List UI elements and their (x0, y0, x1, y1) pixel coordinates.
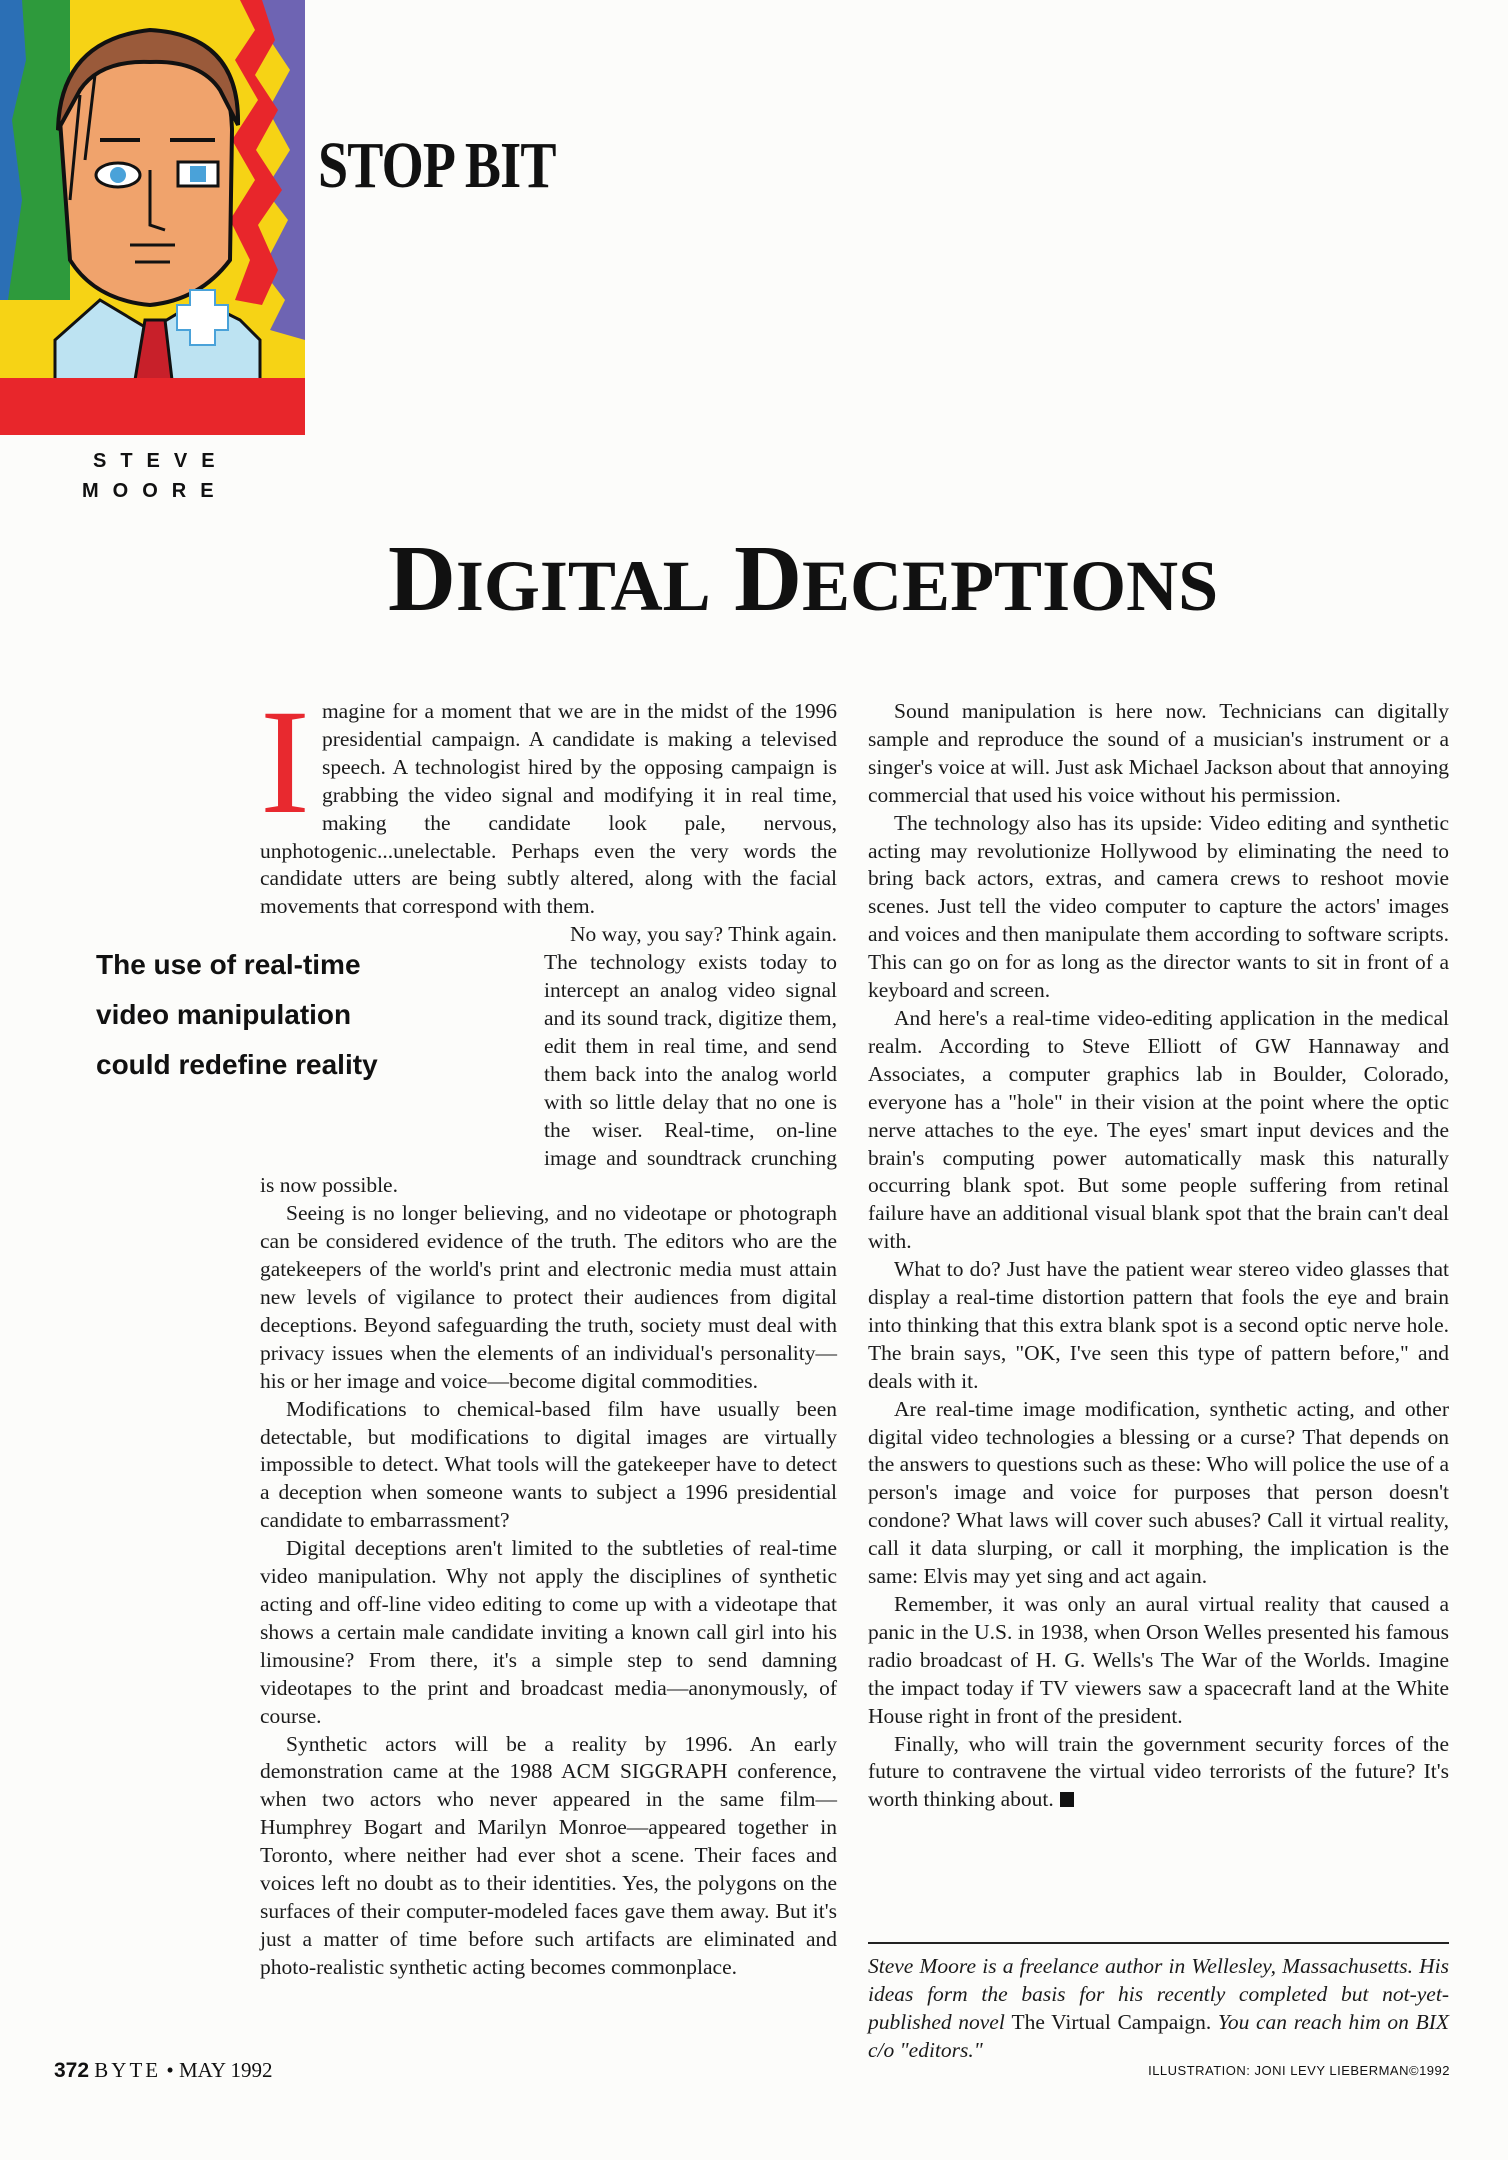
pull-quote-line: The use of real-time (96, 949, 361, 980)
column-name: STOP BIT (318, 129, 556, 202)
article-paragraph: Seeing is no longer believing, and no videotape or photograph can be considered evidence of the truth. The editors who are the gatekeepers of the world's print and electronic media must attain new levels of vigilance to protect their audiences from digital deceptions. Beyond safeguarding the truth, society must deal with privacy issues when the elements of an individual's personality—his or her image and voice—become digital commodities. (260, 1201, 837, 1393)
article-paragraph-text: No way, you say? Think again. The technology exists today to intercept an analog video signal and its sound track, digitize them, edit them in real time, and send them back into the analog world with so little delay that no one is the wiser. Real-time, on-line image and soundtrack crunching is now possible. (260, 922, 837, 1198)
article-paragraph-text: magine for a moment that we are in the midst of the 1996 presidential campaign. A candidate is making a televised speech. A technologist hired by the opposing campaign is grabbing the video signal and modifying it in real time, making the candidate look pale, nervous, unphotogenic...unelectable. Perhaps even the very words the candidate utters are being subtly altered, along with the facial movements that correspond with them. (260, 699, 837, 919)
article-paragraph: Remember, it was only an aural virtual reality that caused a panic in the U.S. in 1938, when Orson Welles presented his famous radio broadcast of H. G. Wells's The War of the Worlds. Imagine the impact today if TV viewers saw a spacecraft land at the White House right in front of the president. (868, 1592, 1449, 1728)
article-paragraph (868, 1731, 1449, 1815)
article-paragraph: The technology also has its upside: Video editing and synthetic acting may revolutionize Hollywood by eliminating the need to bring back actors, extras, and camera crews to reshoot movie scenes. Just tell the video computer to capture the actors' images and voices and then manipulate them according to software scripts. This can go on for as long as the director wants to sit in front of a keyboard and screen. (868, 810, 1449, 1003)
portrait-illustration-svg (0, 0, 305, 435)
author-byline (82, 446, 229, 506)
article-paragraph-text: Finally, who will train the government security forces of the future to contravene the virtual video terrorists of the future? It's worth thinking about. (868, 1731, 1449, 1812)
pull-quote-line: video manipulation (96, 999, 352, 1030)
bio-text: Steve Moore is a freelance author in Wellesley, Massachusetts. His ideas form the basis for his recently completed but not-yet-published novel (868, 1954, 1449, 2034)
issue-date: MAY 1992 (178, 2058, 273, 2082)
author-bio (868, 1952, 1449, 2064)
article-paragraph: Modifications to chemical-based film have usually been detectable, but modifications to digital images are virtually impossible to detect. What tools will the gatekeeper have to detect a deception when someone wants to subject a 1996 presidential candidate to embarrassment? (260, 1396, 837, 1533)
article-paragraph (260, 679, 837, 921)
magazine-name: BYTE (94, 2058, 162, 2082)
illustration-credit: ILLUSTRATION: JONI LEVY LIEBERMAN©1992 (1148, 2063, 1450, 2078)
bio-divider (868, 1942, 1449, 1944)
bio-contact: You can reach him on BIX c/o "editors." (868, 2010, 1449, 2062)
article-column-right (868, 698, 1449, 1814)
article-paragraph (260, 921, 837, 1200)
page-footer (54, 2058, 273, 2083)
article-paragraph: Sound manipulation is here now. Technicians can digitally sample and reproduce the sound of a musician's instrument or a singer's voice at will. Just ask Michael Jackson about that annoying commercial that used his voice without his permission. (868, 699, 1449, 807)
article-paragraph: Synthetic actors will be a reality by 1996. An early demonstration came at the 1988 ACM SIGGRAPH conference, when two actors who never appeared in the same film—Humphrey Bogart and Marilyn Monroe—appeared together in Toronto, where neither had ever shot a scene. Their faces and voices left no doubt as to their identities. Yes, the polygons on the surfaces of their computer-modeled faces gave them away. But it's just a matter of time before such artifacts are eliminated and photo-realistic synthetic acting becomes commonplace. (260, 1731, 837, 1979)
page-number: 372 (54, 2059, 90, 2082)
article-paragraph: Are real-time image modification, synthetic acting, and other digital video technologies a blessing or a curse? That depends on the answers to questions such as these: Who will police the use of a person's image and voice for purposes that person doesn't condone? What laws will cover such abuses? Call it virtual reality, call it data slurping, or call it morphing, the implication is the same: Elvis may yet sing and act again. (868, 1396, 1449, 1589)
article-paragraph: And here's a real-time video-editing application in the medical realm. According to Steve Elliott of GW Hannaway and Associates, a computer graphics lab in Boulder, Colorado, everyone has a "hole" in their vision at the point where the optic nerve attaches to the eye. The eyes' smart input devices and the brain's computing power automatically mask this naturally occurring blank spot. But some people suffering from retinal failure have an additional visual blank spot that the brain can't deal with. (868, 1005, 1449, 1254)
bio-book-title: The Virtual Campaign. (1011, 2010, 1212, 2034)
footer-separator: • (166, 2058, 174, 2082)
pull-quote-line: could redefine reality (96, 1049, 378, 1080)
author-last-name: MOORE (82, 480, 228, 502)
square-icon (1060, 1792, 1074, 1807)
portrait-illustration (0, 0, 305, 435)
headline (388, 527, 1348, 631)
headline-text: DIGITAL DECEPTIONS (388, 527, 1219, 631)
drop-cap: I (260, 679, 310, 845)
pull-quote-space (260, 921, 530, 1171)
article-column-left (260, 679, 837, 1982)
article-paragraph: Digital deceptions aren't limited to the subtleties of real-time video manipulation. Why not apply the disciplines of synthetic acting and off-line video editing to come up with a videotape that shows a certain male candidate inviting a known call girl into his limousine? From there, it's a simple step to send damning videotapes to the print and broadcast media—anonymously, of course. (260, 1536, 837, 1728)
author-first-name: STEVE (93, 450, 229, 472)
article-paragraph: What to do? Just have the patient wear stereo video glasses that display a real-time distortion pattern that fools the eye and brain into thinking that this extra blank spot is a second optic nerve hole. The brain says, "OK, I've seen this type of pattern before," and deals with it. (868, 1257, 1449, 1393)
